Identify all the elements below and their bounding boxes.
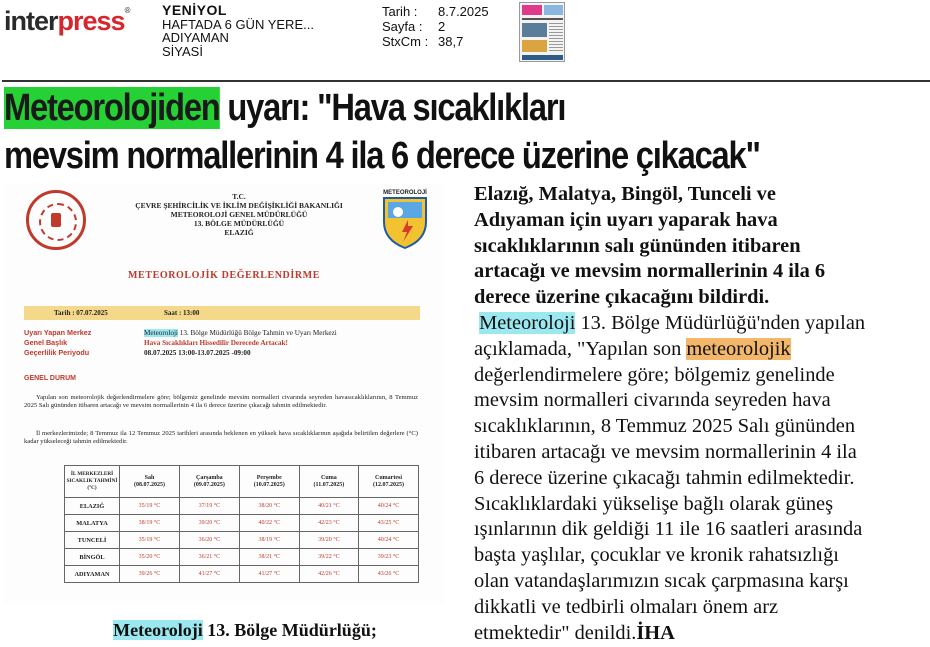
keyword-highlight: meteorolojik	[686, 337, 791, 360]
article-line: açıklamada, "Yapılan son meteorolojik	[474, 337, 791, 360]
release-title: METEOROLOJİK DEĞERLENDİRME	[127, 270, 320, 281]
header-divider	[2, 80, 930, 82]
news-agency-source: İHA	[636, 621, 675, 644]
article-headline: Meteorolojiden uyarı: "Hava sıcaklıkları mevsim normallerinin 4 ila 6 derece üzerine çıkacak"	[4, 87, 760, 177]
clipping-meta	[382, 4, 489, 49]
release-fields: Uyarı Yapan Merkez Meteoroloji 13. Bölge Müdürlüğü Bölge Tahmin ve Uyarı Merkezi Genel Başlık Hava Sıcaklıkları Hissedilir Derecede Artacak! Geçerlilik Periyodu 08.07.2025 13:00-13.07.2025 -09:00	[24, 328, 337, 357]
day-header: Çarşamba (09.07.2025)	[179, 466, 239, 498]
article-line: artacağı ve mevsim normallerinin 4 ila 6	[474, 260, 826, 283]
publication-frequency: HAFTADA 6 GÜN YERE...	[162, 16, 314, 32]
article-line: derece üzerine çıkacağını bildirdi.	[474, 286, 770, 309]
article-line: Meteoroloji 13. Bölge Müdürlüğü'nden yapılan	[479, 311, 866, 334]
article-line: değerlendirmelere göre; bölgemiz genelinde	[474, 363, 835, 386]
release-paragraph-2: İl merkezlerimizde; 8 Temmuz ila 12 Temmuz 2025 tarihleri arasında beklenen en yüksek hava sıcaklıklarının aşağıda belirtilen değerlere (°C) kadar yükseleceği tahmin edilmektedir.	[24, 430, 418, 446]
release-paragraph-1: Yapılan son meteorolojik değerlendirmelere göre; bölgemiz genelinde mevsim normalleri civarında seyreden havasıcaklıklarının, 8 Temmuz 2025 Salı gününden itibaren artacağı ve mevsim normallerinin 4 ila 6 derece üzerine çıkacağı tahmin edilmektedir.	[24, 394, 418, 410]
meta-stxcm: StxCm : 38,7	[382, 34, 464, 49]
day-header: Perşembe (10.07.2025)	[239, 466, 299, 498]
table-row: BİNGÖL 35/20 °C 36/21 °C 38/21 °C 39/22 °C 39/23 °C	[65, 549, 419, 566]
article-line: Elazığ, Malatya, Bingöl, Tunceli ve	[474, 183, 776, 205]
article-line: dikkatli ve tedbirli olmaları önem arz	[474, 595, 779, 618]
article-line: olan vatandaşlarımızın sıcak çarpmasına karşı	[474, 569, 849, 592]
article-line: ışınlarının dik geldiği 11 ile 16 saatleri arasında	[474, 518, 863, 541]
table-row: ADIYAMAN 39/26 °C 41/27 °C 41/27 °C 42/26 °C 43/26 °C	[65, 566, 419, 583]
article-line: sıcaklıklarının salı gününden itibaren	[474, 234, 801, 257]
table-row: MALATYA 38/19 °C 39/20 °C 40/22 °C 42/23 °C 43/25 °C	[65, 515, 419, 532]
article-line: mevsim normalleri civarında seyreden hava	[474, 389, 831, 412]
publication-section: SİYASİ	[162, 43, 203, 59]
table-row: TUNCELİ 35/19 °C 36/20 °C 38/19 °C 39/20 °C 40/24 °C	[65, 532, 419, 549]
publication-info	[162, 4, 314, 58]
article-line: etmektedir" denildi.İHA	[474, 621, 675, 644]
article-line: 6 derece üzerine çıkacağı tahmin edilmektedir.	[474, 466, 855, 489]
meta-page: Sayfa : 2	[382, 19, 446, 34]
ministry-header: T.C. ÇEVRE ŞEHİRCİLİK VE İKLİM DEĞİŞİKLİĞİ BAKANLIĞI METEOROLOJİ GENEL MÜDÜRLÜĞÜ 13. BÖLGE MÜDÜRLÜĞÜ ELAZIĞ	[135, 192, 343, 237]
article-line: başta yaşlılar, çocuklar ve kronik rahatsızlığı	[474, 544, 839, 567]
day-header: Salı (08.07.2025)	[120, 466, 180, 498]
article-line: Sıcaklıklardaki yükselişe bağlı olarak güneş	[474, 492, 834, 515]
article-line: itibaren artacağı ve mevsim normallerinin 4 ila	[474, 440, 857, 463]
table-row: ELAZIĞ 35/19 °C 37/19 °C 38/20 °C 40/21 °C 40/24 °C	[65, 498, 419, 515]
article-line: Adıyaman için uyarı yaparak hava	[474, 208, 778, 231]
headline-keyword-highlight: Meteorolojiden	[4, 87, 220, 129]
day-header: Cuma (11.07.2025)	[299, 466, 358, 498]
table-corner-header: İL MERKEZLERİ SICAKLIK TAHMİNİ (°C)	[65, 466, 120, 498]
meta-date: Tarih : 8.7.2025	[382, 4, 489, 19]
image-caption: Meteoroloji 13. Bölge Müdürlüğü;	[113, 620, 377, 640]
general-status-heading: GENEL DURUM	[24, 375, 76, 382]
interpress-logo: interpress®	[4, 6, 130, 36]
meteoroloji-shield-icon: METEOROLOJİ	[380, 190, 430, 252]
page-thumbnail[interactable]	[519, 2, 565, 62]
ministry-seal-icon	[26, 190, 86, 250]
press-release-image	[4, 184, 444, 604]
release-datebar: Tarih : 07.07.2025 Saat : 13:00	[24, 306, 420, 320]
temperature-forecast-table	[64, 465, 419, 583]
article-line: sıcaklıklarının, 8 Temmuz 2025 Salı gününden	[474, 415, 856, 438]
keyword-highlight: Meteoroloji	[479, 311, 576, 334]
publication-name: YENİYOL	[162, 2, 227, 18]
publication-city: ADIYAMAN	[162, 30, 229, 45]
day-header: Cumartesi (12.07.2025)	[359, 466, 419, 498]
article-body	[474, 182, 926, 646]
